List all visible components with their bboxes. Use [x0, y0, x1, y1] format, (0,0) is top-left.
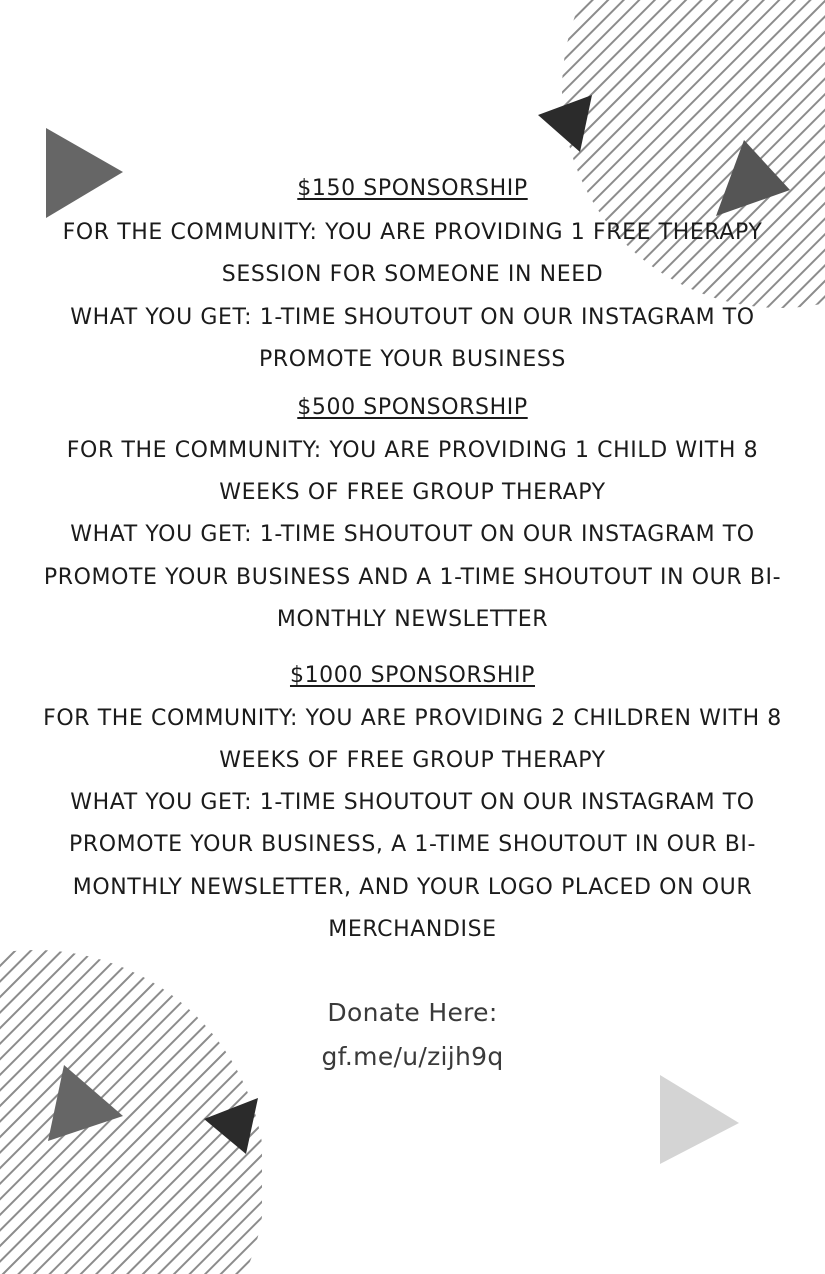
triangle-play-top-left — [46, 128, 123, 218]
tier-1000-community-line: FOR THE COMMUNITY: YOU ARE PROVIDING 2 CHILDREN WITH 8 — [43, 706, 782, 731]
tier-1000-benefit-line: MERCHANDISE — [328, 917, 497, 942]
donate-label: Donate Here: — [327, 998, 498, 1027]
tier-500-title: $500 SPONSORSHIP — [297, 395, 528, 420]
tier-150-benefit-line: WHAT YOU GET: 1-TIME SHOUTOUT ON OUR INSTAGRAM TO — [70, 305, 755, 330]
tier-500-benefit-line: WHAT YOU GET: 1-TIME SHOUTOUT ON OUR INSTAGRAM TO — [70, 522, 755, 547]
triangle-light-bottom-right — [660, 1075, 739, 1164]
tier-150-community-line: SESSION FOR SOMEONE IN NEED — [221, 262, 604, 287]
tier-500-benefit-line: PROMOTE YOUR BUSINESS AND A 1-TIME SHOUTOUT IN OUR BI- — [43, 565, 782, 590]
tier-1000-benefit-line: WHAT YOU GET: 1-TIME SHOUTOUT ON OUR INSTAGRAM TO — [70, 790, 755, 815]
tier-1000-title: $1000 SPONSORSHIP — [289, 663, 535, 688]
tier-500-community-line: FOR THE COMMUNITY: YOU ARE PROVIDING 1 CHILD WITH 8 — [66, 438, 759, 463]
tier-1000-benefit-line: MONTHLY NEWSLETTER, AND YOUR LOGO PLACED ON OUR — [72, 875, 753, 900]
tier-150-title: $150 SPONSORSHIP — [297, 176, 528, 201]
tier-500-community-line: WEEKS OF FREE GROUP THERAPY — [219, 480, 606, 505]
tier-150-benefit-line: PROMOTE YOUR BUSINESS — [259, 347, 566, 372]
tier-1000-benefit-line: PROMOTE YOUR BUSINESS, A 1-TIME SHOUTOUT IN OUR BI- — [68, 832, 757, 857]
donate-link[interactable]: gf.me/u/zijh9q — [321, 1042, 504, 1071]
tier-150-community-line: FOR THE COMMUNITY: YOU ARE PROVIDING 1 FREE THERAPY — [62, 220, 763, 245]
tier-1000-community-line: WEEKS OF FREE GROUP THERAPY — [219, 748, 606, 773]
tier-500-benefit-line: MONTHLY NEWSLETTER — [276, 607, 549, 632]
